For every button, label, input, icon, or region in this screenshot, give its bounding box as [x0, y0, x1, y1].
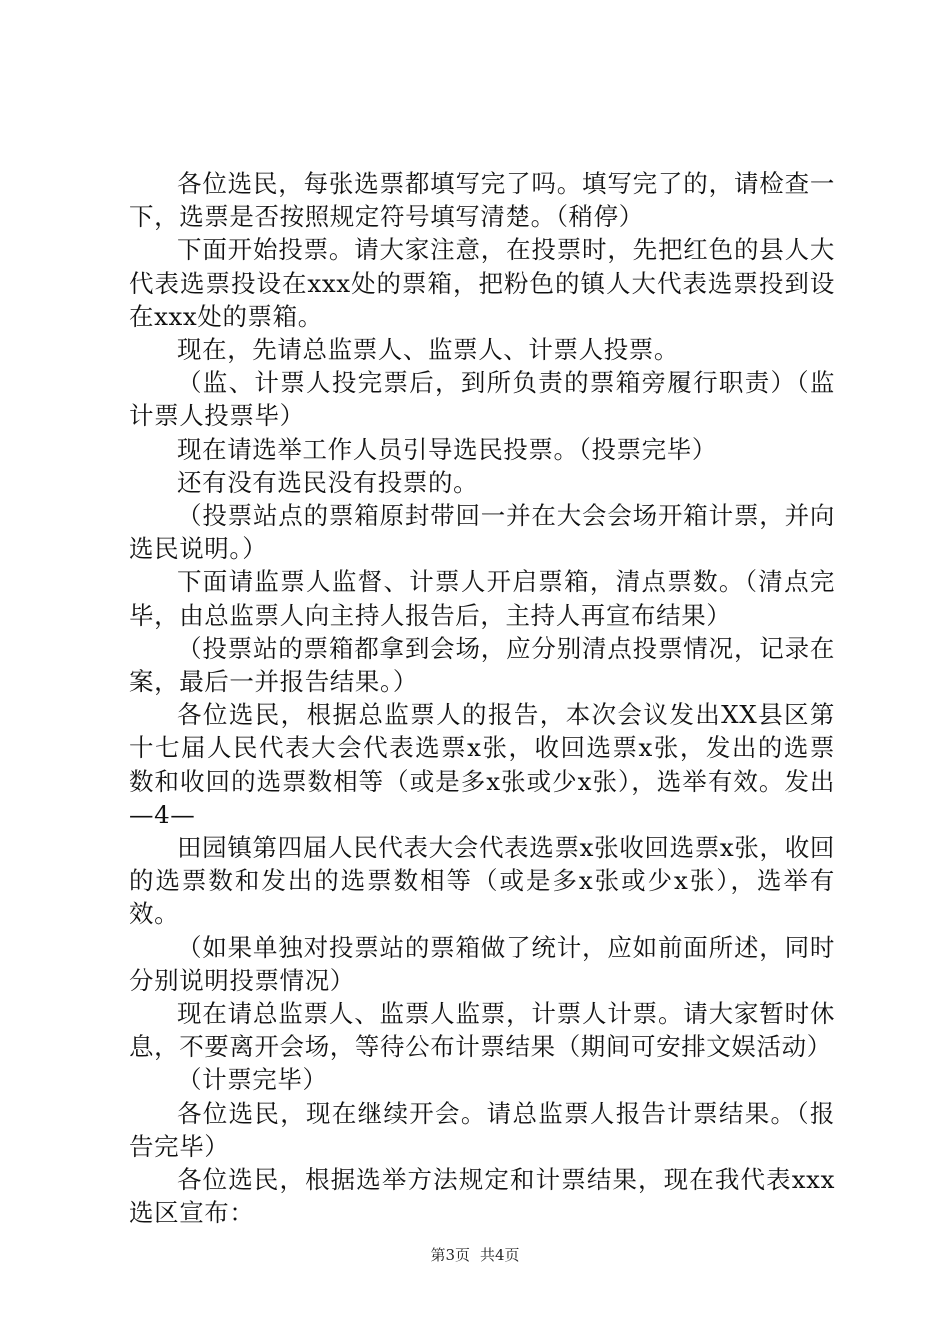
paragraph: 现在请总监票人、监票人监票，计票人计票。请大家暂时休息，不要离开会场，等待公布计票结果（期间可安排文娱活动）	[129, 999, 835, 1062]
paragraph: （投票站的票箱都拿到会场，应分别清点投票情况，记录在案，最后一并报告结果。）	[129, 633, 835, 697]
document-body	[129, 167, 835, 1230]
paragraph: 下面请监票人监督、计票人开启票箱，清点票数。（清点完毕，由总监票人向主持人报告后，主持人再宣布结果）	[129, 567, 835, 630]
paragraph: （计票完毕）	[177, 1065, 328, 1095]
paragraph: 各位选民，每张选票都填写完了吗。填写完了的，请检查一下，选票是否按照规定符号填写清楚。（稍停）	[129, 169, 835, 232]
paragraph: 现在请选举工作人员引导选民投票。（投票完毕）	[177, 434, 717, 464]
paragraph: 各位选民，现在继续开会。请总监票人报告计票结果。（报告完毕）	[129, 1098, 835, 1161]
paragraph: 现在，先请总监票人、监票人、计票人投票。	[177, 335, 679, 365]
paragraph: 各位选民，根据选举方法规定和计票结果，现在我代表xxx选区宣布：	[129, 1165, 835, 1228]
paragraph: （投票站点的票箱原封带回一并在大会会场开箱计票，并向选民说明。）	[129, 501, 835, 564]
page-total: 共4页	[480, 1246, 520, 1264]
page-number: 第3页	[430, 1246, 470, 1264]
paragraph: 田园镇第四届人民代表大会代表选票x张收回选票x张，收回的选票数和发出的选票数相等（或是多x张或少x张），选举有效。	[129, 833, 835, 929]
paragraph: 下面开始投票。请大家注意，在投票时，先把红色的县人大代表选票投设在xxx处的票箱，把粉色的镇人大代表选票投到设在xxx处的票箱。	[129, 235, 835, 331]
paragraph: （如果单独对投票站的票箱做了统计，应如前面所述，同时分别说明投票情况）	[129, 932, 835, 995]
page-footer	[0, 1245, 950, 1265]
paragraph: 各位选民，根据总监票人的报告，本次会议发出XX县区第十七届人民代表大会代表选票x张，收回选票x张，发出的选票数和收回的选票数相等（或是多x张或少x张），选举有效。发出—4—	[129, 700, 835, 829]
paragraph: （监、计票人投完票后，到所负责的票箱旁履行职责）（监计票人投票毕）	[129, 368, 835, 431]
paragraph: 还有没有选民没有投票的。	[177, 467, 479, 497]
